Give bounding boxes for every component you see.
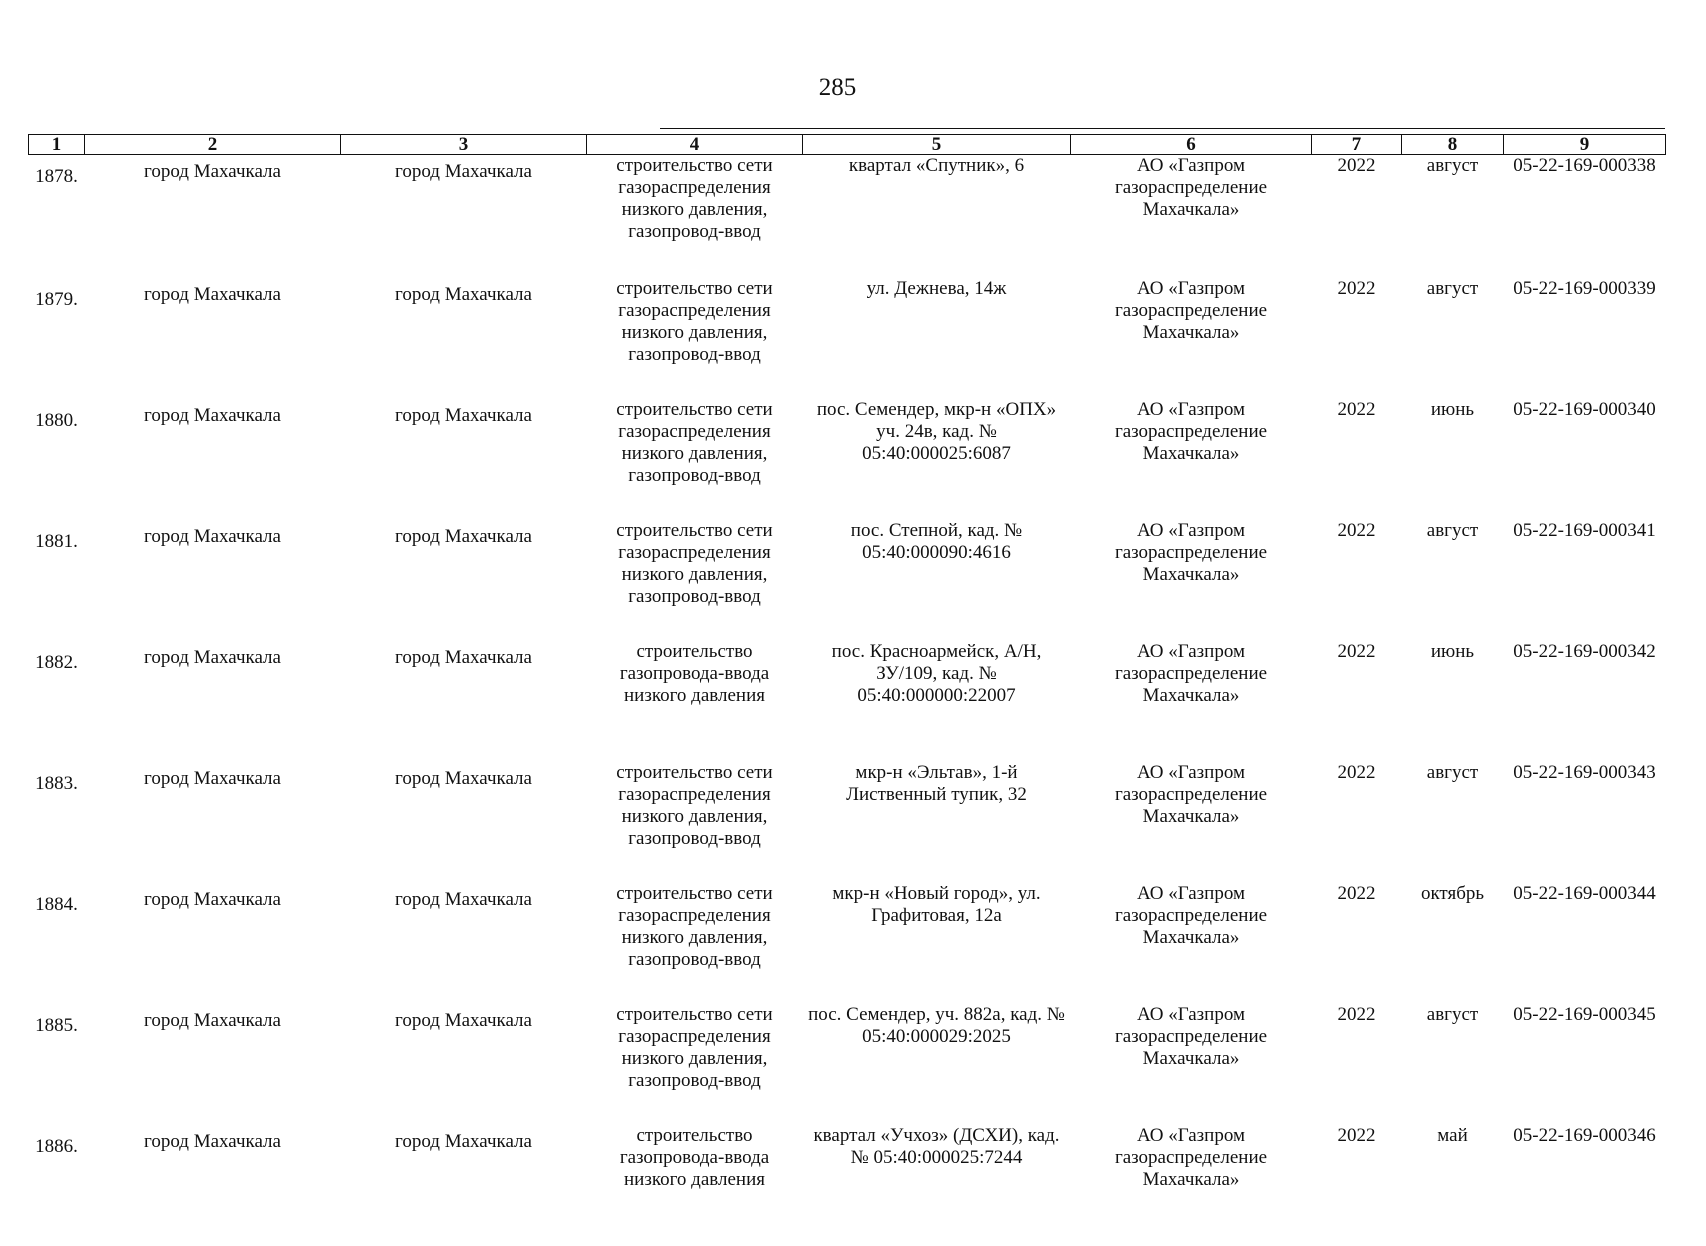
work-type-cell: строительство сети газораспределения низкого давления, газопровод-ввод xyxy=(587,399,803,520)
address-cell: квартал «Учхоз» (ДСХИ), кад. № 05:40:000025:7244 xyxy=(803,1125,1071,1246)
month-cell: июнь xyxy=(1402,399,1504,520)
month-cell: июнь xyxy=(1402,641,1504,762)
year-cell: 2022 xyxy=(1312,883,1402,1004)
table-row xyxy=(29,1125,1666,1246)
data-table xyxy=(28,134,1666,1246)
municipality-cell: город Махачкала xyxy=(85,278,341,399)
address-cell: пос. Семендер, уч. 882а, кад. № 05:40:000029:2025 xyxy=(803,1004,1071,1125)
address-cell: ул. Дежнева, 14ж xyxy=(803,278,1071,399)
work-type-cell: строительство сети газораспределения низкого давления, газопровод-ввод xyxy=(587,278,803,399)
row-number-cell: 1881. xyxy=(29,520,85,641)
month-cell: август xyxy=(1402,278,1504,399)
settlement-cell: город Махачкала xyxy=(341,520,587,641)
registry-code-cell: 05-22-169-000339 xyxy=(1504,278,1666,399)
municipality-cell: город Махачкала xyxy=(85,399,341,520)
column-header: 9 xyxy=(1504,135,1666,155)
column-header: 1 xyxy=(29,135,85,155)
table-row xyxy=(29,883,1666,1004)
month-cell: август xyxy=(1402,1004,1504,1125)
row-number-cell: 1885. xyxy=(29,1004,85,1125)
work-type-cell: строительство газопровода-ввода низкого давления xyxy=(587,1125,803,1246)
registry-code-cell: 05-22-169-000344 xyxy=(1504,883,1666,1004)
month-cell: август xyxy=(1402,520,1504,641)
organization-cell: АО «Газпром газораспределение Махачкала» xyxy=(1071,883,1312,1004)
settlement-cell: город Махачкала xyxy=(341,641,587,762)
year-cell: 2022 xyxy=(1312,278,1402,399)
address-cell: пос. Семендер, мкр-н «ОПХ» уч. 24в, кад. № 05:40:000025:6087 xyxy=(803,399,1071,520)
registry-code-cell: 05-22-169-000343 xyxy=(1504,762,1666,883)
municipality-cell: город Махачкала xyxy=(85,641,341,762)
organization-cell: АО «Газпром газораспределение Махачкала» xyxy=(1071,762,1312,883)
column-header: 2 xyxy=(85,135,341,155)
work-type-cell: строительство сети газораспределения низкого давления, газопровод-ввод xyxy=(587,883,803,1004)
column-header: 4 xyxy=(587,135,803,155)
municipality-cell: город Махачкала xyxy=(85,1004,341,1125)
row-number-cell: 1879. xyxy=(29,278,85,399)
table-row xyxy=(29,278,1666,399)
organization-cell: АО «Газпром газораспределение Махачкала» xyxy=(1071,641,1312,762)
row-number-cell: 1883. xyxy=(29,762,85,883)
organization-cell: АО «Газпром газораспределение Махачкала» xyxy=(1071,1125,1312,1246)
column-header: 8 xyxy=(1402,135,1504,155)
table-row xyxy=(29,762,1666,883)
settlement-cell: город Махачкала xyxy=(341,399,587,520)
table-row xyxy=(29,155,1666,279)
address-cell: мкр-н «Эльтав», 1-й Лиственный тупик, 32 xyxy=(803,762,1071,883)
top-rule xyxy=(660,128,1665,129)
month-cell: май xyxy=(1402,1125,1504,1246)
municipality-cell: город Махачкала xyxy=(85,762,341,883)
settlement-cell: город Махачкала xyxy=(341,1004,587,1125)
table-row xyxy=(29,1004,1666,1125)
month-cell: август xyxy=(1402,155,1504,279)
municipality-cell: город Махачкала xyxy=(85,1125,341,1246)
page-number: 285 xyxy=(0,74,1675,102)
registry-code-cell: 05-22-169-000345 xyxy=(1504,1004,1666,1125)
address-cell: пос. Степной, кад. № 05:40:000090:4616 xyxy=(803,520,1071,641)
table-body xyxy=(29,155,1666,1246)
table-row xyxy=(29,641,1666,762)
municipality-cell: город Махачкала xyxy=(85,155,341,279)
settlement-cell: город Махачкала xyxy=(341,155,587,279)
row-number-cell: 1886. xyxy=(29,1125,85,1246)
registry-code-cell: 05-22-169-000346 xyxy=(1504,1125,1666,1246)
registry-code-cell: 05-22-169-000338 xyxy=(1504,155,1666,279)
month-cell: август xyxy=(1402,762,1504,883)
settlement-cell: город Махачкала xyxy=(341,762,587,883)
row-number-cell: 1882. xyxy=(29,641,85,762)
year-cell: 2022 xyxy=(1312,520,1402,641)
year-cell: 2022 xyxy=(1312,1125,1402,1246)
row-number-cell: 1878. xyxy=(29,155,85,279)
address-cell: мкр-н «Новый город», ул. Графитовая, 12а xyxy=(803,883,1071,1004)
organization-cell: АО «Газпром газораспределение Махачкала» xyxy=(1071,155,1312,279)
year-cell: 2022 xyxy=(1312,1004,1402,1125)
work-type-cell: строительство сети газораспределения низкого давления, газопровод-ввод xyxy=(587,155,803,279)
column-header: 6 xyxy=(1071,135,1312,155)
work-type-cell: строительство газопровода-ввода низкого давления xyxy=(587,641,803,762)
month-cell: октябрь xyxy=(1402,883,1504,1004)
municipality-cell: город Махачкала xyxy=(85,883,341,1004)
year-cell: 2022 xyxy=(1312,399,1402,520)
row-number-cell: 1884. xyxy=(29,883,85,1004)
registry-code-cell: 05-22-169-000341 xyxy=(1504,520,1666,641)
municipality-cell: город Махачкала xyxy=(85,520,341,641)
settlement-cell: город Махачкала xyxy=(341,278,587,399)
registry-code-cell: 05-22-169-000342 xyxy=(1504,641,1666,762)
year-cell: 2022 xyxy=(1312,641,1402,762)
column-header: 3 xyxy=(341,135,587,155)
organization-cell: АО «Газпром газораспределение Махачкала» xyxy=(1071,520,1312,641)
organization-cell: АО «Газпром газораспределение Махачкала» xyxy=(1071,278,1312,399)
row-number-cell: 1880. xyxy=(29,399,85,520)
table-row xyxy=(29,399,1666,520)
year-cell: 2022 xyxy=(1312,762,1402,883)
settlement-cell: город Махачкала xyxy=(341,883,587,1004)
header-row xyxy=(29,135,1666,155)
column-header: 5 xyxy=(803,135,1071,155)
organization-cell: АО «Газпром газораспределение Махачкала» xyxy=(1071,399,1312,520)
address-cell: пос. Красноармейск, А/Н, ЗУ/109, кад. № 05:40:000000:22007 xyxy=(803,641,1071,762)
work-type-cell: строительство сети газораспределения низкого давления, газопровод-ввод xyxy=(587,1004,803,1125)
settlement-cell: город Махачкала xyxy=(341,1125,587,1246)
registry-code-cell: 05-22-169-000340 xyxy=(1504,399,1666,520)
year-cell: 2022 xyxy=(1312,155,1402,279)
work-type-cell: строительство сети газораспределения низкого давления, газопровод-ввод xyxy=(587,762,803,883)
work-type-cell: строительство сети газораспределения низкого давления, газопровод-ввод xyxy=(587,520,803,641)
column-header: 7 xyxy=(1312,135,1402,155)
address-cell: квартал «Спутник», 6 xyxy=(803,155,1071,279)
organization-cell: АО «Газпром газораспределение Махачкала» xyxy=(1071,1004,1312,1125)
table-row xyxy=(29,520,1666,641)
